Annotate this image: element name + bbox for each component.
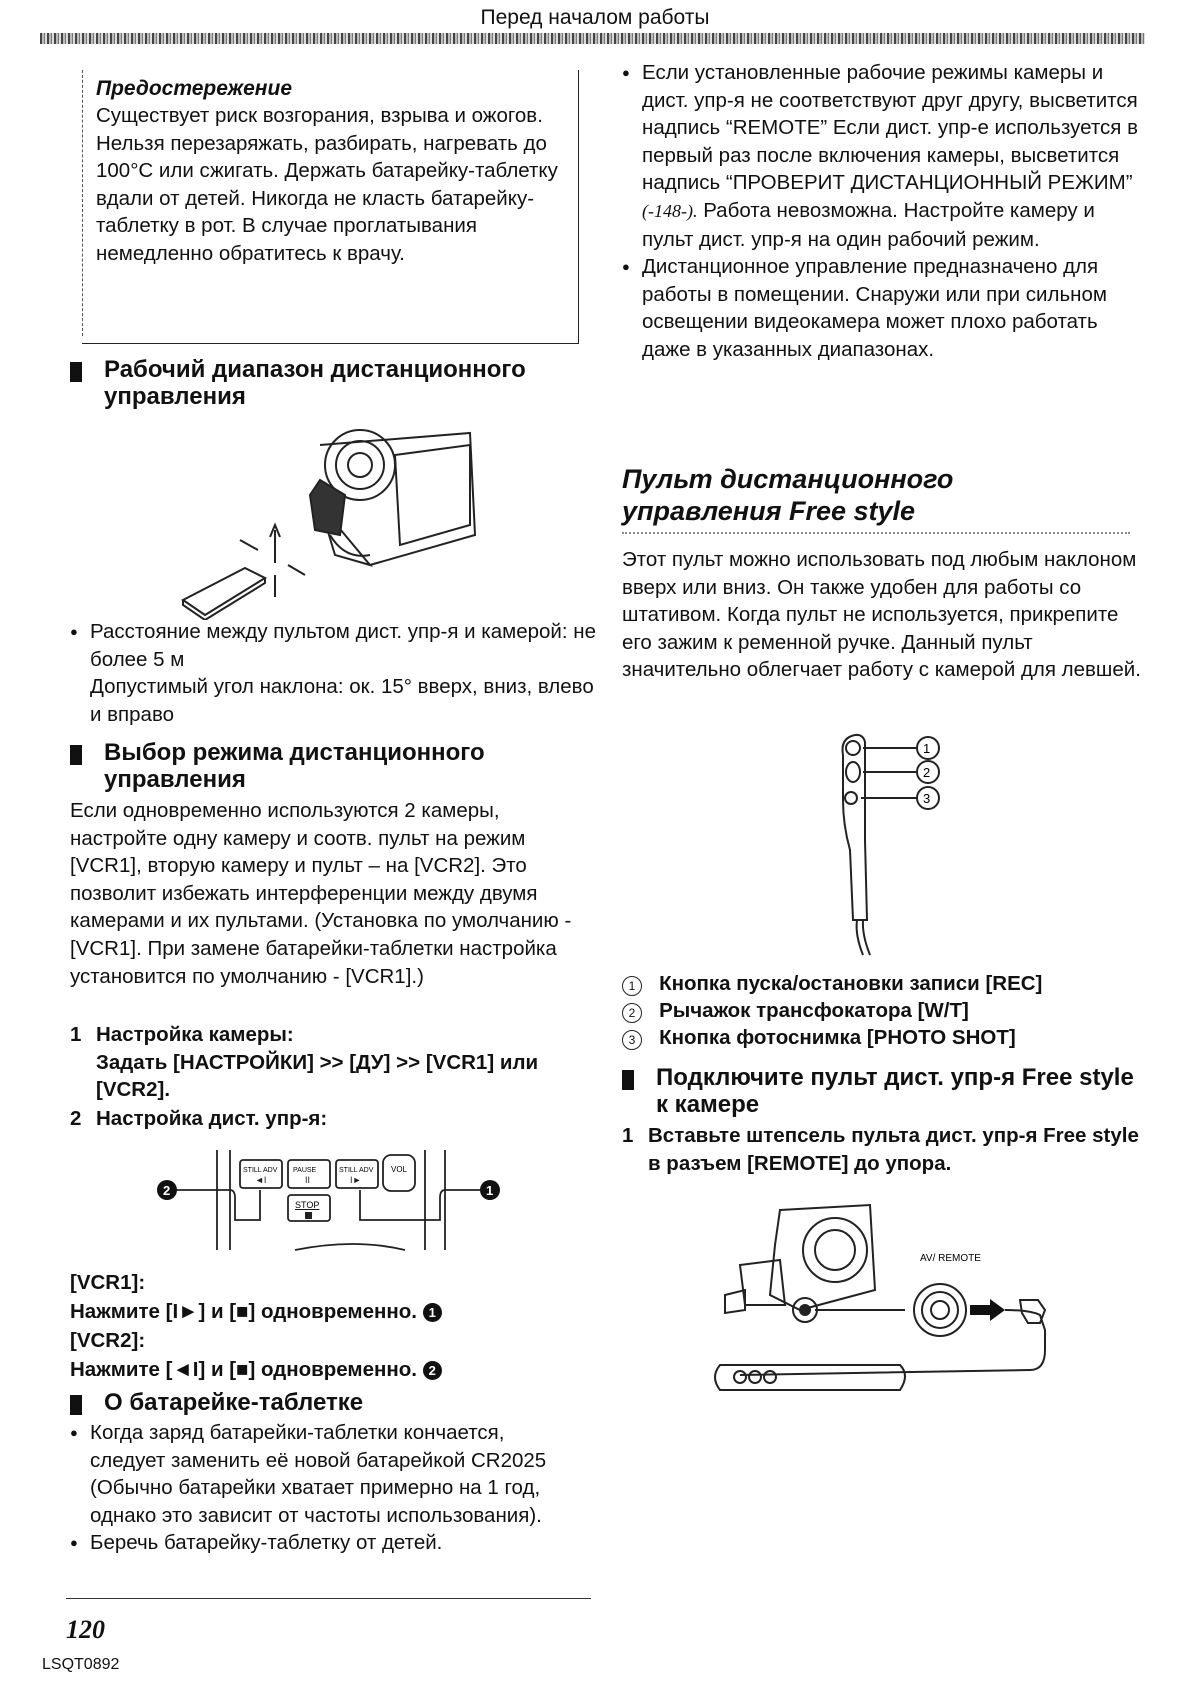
freestyle-description: Этот пульт можно использовать под любым наклоном вверх или вниз. Он также удобен для работы со штативом. Когда пульт не используется, прикрепите его зажим к ременной ручке. Данный пульт значительно облегчает работу с камерой для левшей. bbox=[622, 548, 1141, 682]
list-item: 2 Рычажок трансфокатора [W/T] bbox=[622, 997, 1152, 1024]
section-marker-icon bbox=[70, 745, 82, 765]
vcr2-instruction: Нажмите [◄I] и [■] одновременно. 2 bbox=[70, 1355, 585, 1384]
vcr1-instruction: Нажмите [I►] и [■] одновременно. 1 bbox=[70, 1297, 585, 1326]
marker-1-icon: 1 bbox=[423, 1303, 442, 1322]
document-code: LSQT0892 bbox=[42, 1656, 120, 1673]
pause-glyph-icon: II bbox=[305, 1175, 311, 1185]
marker-1-label: 1 bbox=[486, 1183, 494, 1198]
list-item: 1 Кнопка пуска/остановки записи [REC] bbox=[622, 970, 1152, 997]
callout-2: 2 bbox=[923, 765, 931, 780]
freestyle-title: Пульт дистанционного управления Free style bbox=[622, 464, 954, 526]
section-heading-battery: О батарейке-таблетке bbox=[70, 1389, 590, 1416]
warning-box bbox=[82, 70, 579, 344]
step-1: 1 Настройка камеры: Задать [НАСТРОЙКИ] >> [ДУ] >> [VCR1] или [VCR2]. bbox=[70, 1021, 585, 1104]
marker-2-label: 2 bbox=[163, 1183, 171, 1198]
warning-title: Предостережение bbox=[96, 77, 292, 100]
arrow-left-icon bbox=[970, 1299, 1005, 1321]
column-divider bbox=[66, 1598, 591, 1599]
page-reference: (-148-). bbox=[642, 200, 698, 221]
page-number: 120 bbox=[66, 1615, 105, 1644]
rewind-glyph-icon: ◄I bbox=[255, 1175, 267, 1185]
section-marker-icon bbox=[70, 1395, 82, 1415]
camera-range-illustration bbox=[170, 425, 500, 620]
header-bar bbox=[40, 33, 1145, 44]
remote-connection-illustration bbox=[700, 1195, 1060, 1405]
battery-bullet-1: ● Когда заряд батарейки-таблетки кончается, следует заменить её новой батарейкой CR2025 (Обычно батарейки хватает примерно на 1 год, однако это зависит от частоты использования). bbox=[70, 1419, 585, 1529]
callout-3: 3 bbox=[923, 791, 931, 806]
warning-text: Существует риск возгорания, взрыва и ожогов. Нельзя перезаряжать, разбирать, нагревать до 100°C или сжигать. Держать батарейку-таблетку вдали от детей. Никогда не класть батарейку-таблетку в рот. В случае проглатывания немедленно обратитесь к врачу. bbox=[96, 104, 558, 265]
page-header-title: Перед началом работы bbox=[480, 6, 710, 29]
vcr1-label: [VCR1]: bbox=[70, 1271, 146, 1294]
section-heading-connect: Подключите пульт дист. упр-я Free style к камере bbox=[622, 1064, 1152, 1118]
remote-note-2: ● Дистанционное управление предназначено для работы в помещении. Снаружи или при сильном освещении видеокамера может плохо работать даже в указанных диапазонах. bbox=[622, 253, 1147, 363]
marker-2-icon: 2 bbox=[423, 1361, 442, 1380]
freestyle-remote-illustration bbox=[835, 730, 955, 960]
step-2: 2 Настройка дист. упр-я: bbox=[70, 1105, 585, 1133]
still-adv-right-label: STILL ADV bbox=[339, 1167, 374, 1174]
freestyle-button-list bbox=[622, 970, 1152, 1051]
battery-bullet-2: ● Беречь батарейку-таблетку от детей. bbox=[70, 1529, 585, 1557]
vcr-instructions bbox=[70, 1268, 585, 1384]
pause-label: PAUSE bbox=[293, 1167, 317, 1174]
vol-label: VOL bbox=[391, 1165, 408, 1174]
forward-glyph-icon: I► bbox=[350, 1175, 362, 1185]
step-1-text: Задать [НАСТРОЙКИ] >> [ДУ] >> [VCR1] или [VCR2]. bbox=[96, 1050, 539, 1102]
stop-label: STOP bbox=[295, 1200, 320, 1210]
still-adv-left-label: STILL ADV bbox=[243, 1167, 278, 1174]
battery-bullets bbox=[70, 1419, 585, 1557]
range-angle-text: Допустимый угол наклона: ок. 15° вверх, вниз, влево и вправо bbox=[90, 675, 594, 726]
step-1-title: Настройка камеры: bbox=[96, 1023, 294, 1046]
av-remote-label: AV/ REMOTE bbox=[920, 1253, 981, 1264]
remote-buttons-diagram bbox=[155, 1150, 505, 1260]
mode-description: Если одновременно используются 2 камеры, настройте одну камеру и соотв. пульт на режим [VCR1], вторую камеру и пульт – на [VCR2]. Это позволит избежать интерференции между двумя камерами и их пультами. (Установка по умолчанию - [VCR1]. При замене батарейки-таблетки настройка установится по умолчанию - [VCR1].) bbox=[70, 799, 572, 988]
remote-note-1: ● Если установленные рабочие режимы камеры и дист. упр-я не соответствуют друг другу, высветится надпись “REMOTE” Если дист. упр-е используется в первый раз после включения камеры, высветится надпись “ПРОВЕРИТ ДИСТАНЦИОННЫЙ РЕЖИМ” (-148-). Работа невозможна. Настройте камеру и пульт дист. упр-я на один рабочий режим. bbox=[622, 59, 1147, 253]
range-distance-bullet: ● Расстояние между пультом дист. упр-я и камерой: не более 5 м Допустимый угол наклона: ок. 15° вверх, вниз, влево и вправо bbox=[70, 618, 600, 728]
list-item: 3 Кнопка фотоснимка [PHOTO SHOT] bbox=[622, 1024, 1152, 1051]
section-marker-icon bbox=[70, 362, 82, 382]
stop-glyph-icon bbox=[305, 1212, 312, 1219]
warning-box-edge bbox=[82, 70, 89, 336]
remote-notes bbox=[622, 59, 1147, 364]
freestyle-underline bbox=[622, 532, 1130, 534]
vcr2-label: [VCR2]: bbox=[70, 1329, 146, 1352]
connect-step: 1 Вставьте штепсель пульта дист. упр-я Free style в разъем [REMOTE] до упора. bbox=[622, 1124, 1139, 1175]
section-heading-mode: Выбор режима дистанционного управления bbox=[70, 739, 590, 793]
step-2-title: Настройка дист. упр-я: bbox=[96, 1107, 328, 1130]
callout-1: 1 bbox=[923, 741, 931, 756]
section-marker-icon bbox=[622, 1070, 634, 1090]
section-heading-range: Рабочий диапазон дистанционного управления bbox=[70, 356, 590, 410]
